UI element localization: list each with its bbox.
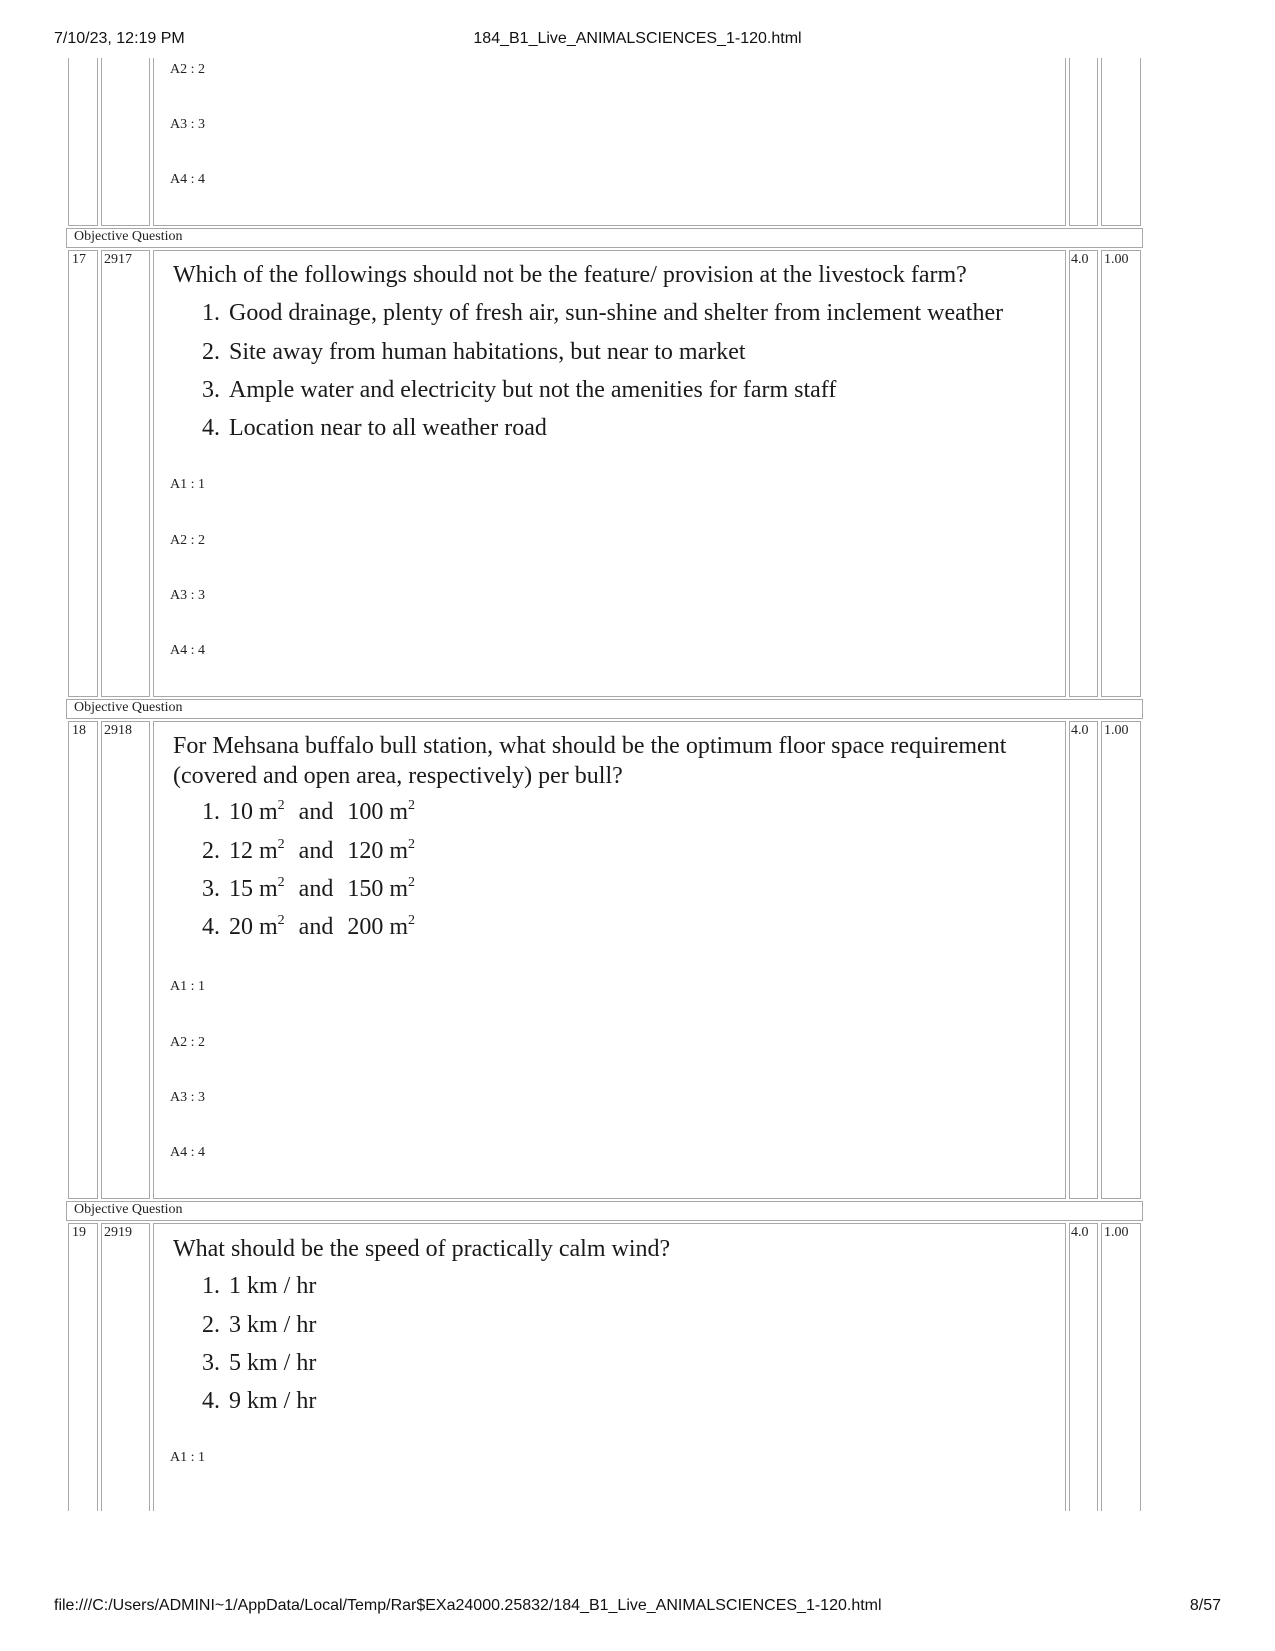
document-title: 184_B1_Live_ANIMALSCIENCES_1-120.html [473,30,802,47]
answer-option: A1 : 1 [170,979,205,994]
qid-cell [101,721,150,1199]
question-negative-marks: 1.00 [1104,723,1129,738]
answer-option: A2 : 2 [170,1035,205,1050]
marks-cell [1069,721,1098,1199]
question-id: 2918 [104,723,132,738]
question-id: 2917 [104,252,132,267]
question-negative-marks: 1.00 [1104,1225,1129,1240]
question-type-row [66,228,1143,248]
question-text: What should be the speed of practically calm wind? [173,1236,671,1262]
question-marks: 4.0 [1071,1225,1089,1240]
negative-cell [1101,250,1141,697]
prev-serial-cell [68,58,98,226]
answer-option: A1 : 1 [170,477,205,492]
qid-cell [101,250,150,697]
question-serial: 17 [72,252,86,267]
question-cell [153,721,1066,1199]
answer-option: A3 : 3 [170,1090,205,1105]
question-type-label: Objective Question [74,700,183,715]
negative-cell [1101,1223,1141,1511]
question-text: Which of the followings should not be the feature/ provision at the livestock farm? [173,262,967,288]
question-negative-marks: 1.00 [1104,252,1129,267]
prev-question-cell [153,58,1066,226]
marks-cell [1069,1223,1098,1511]
question-type-row [66,1201,1143,1221]
prev-qid-cell [101,58,150,226]
answer-option: A1 : 1 [170,1450,205,1465]
prev-marks-cell [1069,58,1098,226]
answer-option: A4 : 4 [170,643,205,658]
serial-cell [68,721,98,1199]
question-marks: 4.0 [1071,723,1089,738]
question-text-line-2: (covered and open area, respectively) per bull? [173,763,623,789]
negative-cell [1101,721,1141,1199]
answer-option: A4 : 4 [170,172,205,187]
file-path: file:///C:/Users/ADMINI~1/AppData/Local/Temp/Rar$EXa24000.25832/184_B1_Live_ANIMALSCIENCES_1-120.html [54,1597,882,1614]
serial-cell [68,250,98,697]
print-datetime: 7/10/23, 12:19 PM [54,30,185,47]
answer-option: A4 : 4 [170,1145,205,1160]
question-text-line-1: For Mehsana buffalo bull station, what should be the optimum floor space requirement [173,733,1007,759]
question-marks: 4.0 [1071,252,1089,267]
question-id: 2919 [104,1225,132,1240]
question-serial: 19 [72,1225,86,1240]
marks-cell [1069,250,1098,697]
question-type-label: Objective Question [74,1202,183,1217]
answer-option: A2 : 2 [170,533,205,548]
answer-option: A3 : 3 [170,117,205,132]
prev-negative-cell [1101,58,1141,226]
page-number: 8/57 [1189,1597,1221,1614]
question-serial: 18 [72,723,86,738]
answer-option: A3 : 3 [170,588,205,603]
qid-cell [101,1223,150,1511]
answer-option: A2 : 2 [170,62,205,77]
question-type-row [66,699,1143,719]
question-type-label: Objective Question [74,229,183,244]
serial-cell [68,1223,98,1511]
